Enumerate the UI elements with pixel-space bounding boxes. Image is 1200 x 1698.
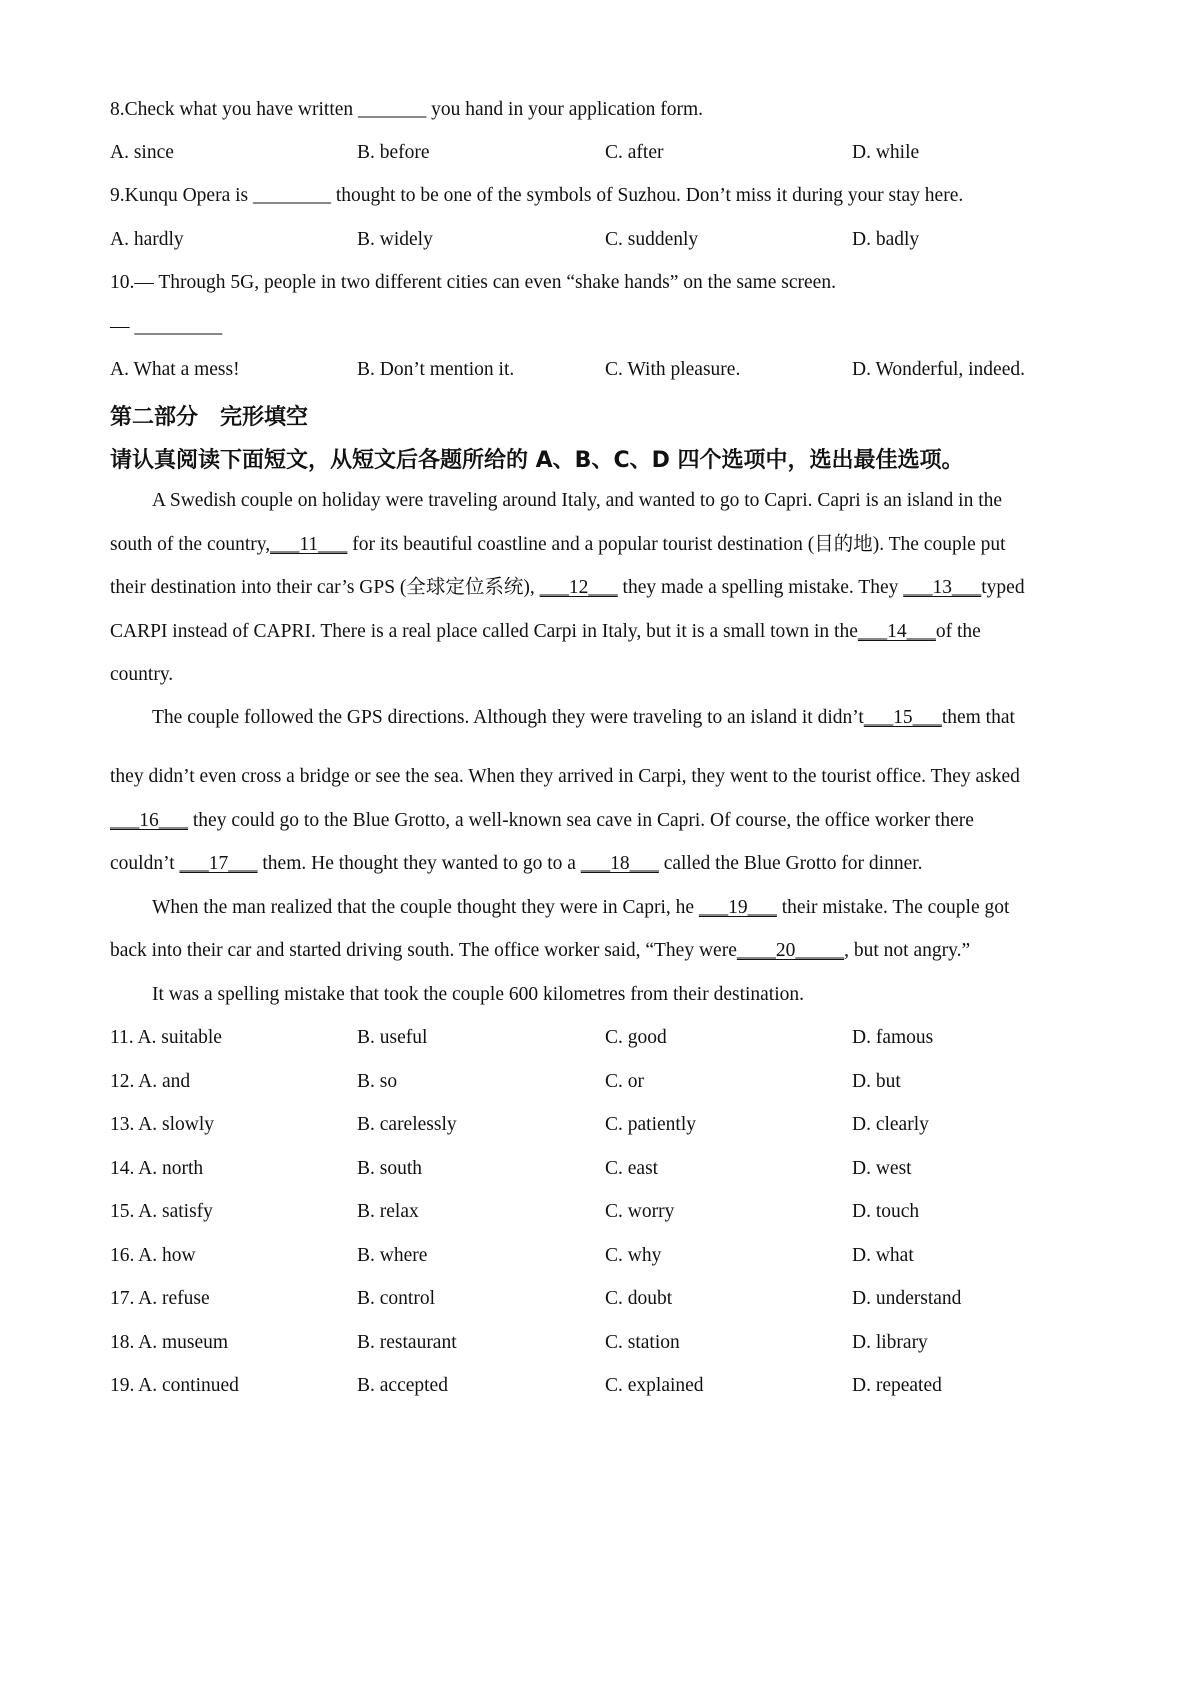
passage-text: of the <box>935 621 981 642</box>
option-c: C. explained <box>605 1375 704 1396</box>
option-a: 15. A. satisfy <box>110 1201 213 1222</box>
option-d: D. what <box>852 1245 914 1266</box>
option-c: C. With pleasure. <box>605 359 741 380</box>
blank-12: ___12___ <box>539 577 618 598</box>
choice-row-19 <box>110 1376 1110 1400</box>
option-a: 12. A. and <box>110 1071 191 1092</box>
option-d: D. but <box>852 1071 901 1092</box>
option-d: D. understand <box>852 1288 962 1309</box>
option-c: C. worry <box>605 1201 675 1222</box>
question-9 <box>110 186 963 206</box>
option-c: C. good <box>605 1027 667 1048</box>
blank-17: ___17___ <box>179 853 258 874</box>
passage-text: The couple followed the GPS directions. Although they were traveling to an island it didn’t <box>152 707 864 728</box>
option-d: D. Wonderful, indeed. <box>852 359 1025 380</box>
option-a: A. since <box>110 142 174 163</box>
choice-row-17 <box>110 1289 1110 1313</box>
passage-text: they could go to the Blue Grotto, a well-known sea cave in Capri. Of course, the office worker there <box>188 810 974 831</box>
passage-line <box>110 535 1006 555</box>
option-d: D. repeated <box>852 1375 942 1396</box>
section-title: 第二部分 完形填空 <box>110 405 309 430</box>
passage-text: south of the country, <box>110 534 271 555</box>
option-a: 18. A. museum <box>110 1332 229 1353</box>
passage-line: country. <box>110 664 174 685</box>
passage-line <box>110 941 970 961</box>
passage-line <box>110 811 974 831</box>
option-b: B. carelessly <box>357 1114 457 1135</box>
option-b: B. relax <box>357 1201 419 1222</box>
passage-text: back into their car and started driving south. The office worker said, “They were <box>110 940 737 961</box>
option-d: D. touch <box>852 1201 920 1222</box>
passage-line <box>152 898 1009 918</box>
option-b: B. control <box>357 1288 435 1309</box>
option-c: C. east <box>605 1158 659 1179</box>
option-a: 14. A. north <box>110 1158 204 1179</box>
question-text: 8.Check what you have written <box>110 99 359 120</box>
blank-16: ___16___ <box>110 810 188 831</box>
choice-row-14 <box>110 1159 1110 1183</box>
section-instruction: 请认真阅读下面短文，从短文后各题所给的 A、B、C、D 四个选项中，选出最佳选项。 <box>110 448 964 473</box>
question-8-options <box>110 143 1110 167</box>
question-9-options <box>110 230 1110 254</box>
choice-row-18 <box>110 1333 1110 1357</box>
option-b: B. where <box>357 1245 428 1266</box>
option-b: B. accepted <box>357 1375 448 1396</box>
choice-row-13 <box>110 1115 1110 1139</box>
option-a: 19. A. continued <box>110 1375 239 1396</box>
passage-text: , but not angry.” <box>844 940 971 961</box>
option-b: B. restaurant <box>357 1332 457 1353</box>
choice-row-15 <box>110 1202 1110 1226</box>
passage-text: for its beautiful coastline and a popular tourist destination (目的地). The couple put <box>347 534 1006 555</box>
passage-text: CARPI instead of CAPRI. There is a real place called Carpi in Italy, but it is a small town in the <box>110 621 858 642</box>
passage-text: them. He thought they wanted to go to a <box>257 853 581 874</box>
passage-line: It was a spelling mistake that took the couple 600 kilometres from their destination. <box>152 984 805 1005</box>
question-text: thought to be one of the symbols of Suzhou. Don’t miss it during your stay here. <box>330 185 964 206</box>
choice-row-16 <box>110 1246 1110 1270</box>
answer-blank: ________ <box>252 185 331 206</box>
option-a: A. What a mess! <box>110 359 240 380</box>
option-a: 17. A. refuse <box>110 1288 210 1309</box>
option-c: C. why <box>605 1245 662 1266</box>
passage-text: them that <box>941 707 1015 728</box>
answer-blank: _______ <box>358 99 427 120</box>
blank-19: ___19___ <box>698 897 777 918</box>
blank-15: ___15___ <box>863 707 942 728</box>
option-c: C. patiently <box>605 1114 696 1135</box>
passage-text: couldn’t <box>110 853 180 874</box>
option-c: C. suddenly <box>605 229 699 250</box>
question-text: you hand in your application form. <box>426 99 703 120</box>
blank-20: ____20_____ <box>736 940 845 961</box>
option-d: D. library <box>852 1332 928 1353</box>
option-c: C. or <box>605 1071 644 1092</box>
option-b: B. south <box>357 1158 423 1179</box>
question-text: 9.Kunqu Opera is <box>110 185 253 206</box>
passage-line <box>110 854 923 874</box>
option-d: D. west <box>852 1158 912 1179</box>
passage-line <box>152 708 1015 728</box>
passage-line <box>110 622 981 642</box>
passage-line <box>110 578 1025 598</box>
option-b: B. before <box>357 142 430 163</box>
option-b: B. useful <box>357 1027 428 1048</box>
option-b: B. Don’t mention it. <box>357 359 515 380</box>
blank-14: ___14___ <box>857 621 936 642</box>
passage-text: they made a spelling mistake. They <box>617 577 904 598</box>
option-a: 11. A. suitable <box>110 1027 222 1048</box>
option-d: D. while <box>852 142 920 163</box>
option-d: D. clearly <box>852 1114 929 1135</box>
option-b: B. so <box>357 1071 398 1092</box>
option-a: 13. A. slowly <box>110 1114 215 1135</box>
passage-text: their destination into their car’s GPS (全球定位系统), <box>110 577 540 598</box>
option-c: C. after <box>605 142 664 163</box>
option-c: C. station <box>605 1332 680 1353</box>
question-8 <box>110 100 703 120</box>
question-10: 10.— Through 5G, people in two different cities can even “shake hands” on the same screen. <box>110 272 836 293</box>
question-10-options <box>110 360 1110 384</box>
passage-text: called the Blue Grotto for dinner. <box>658 853 923 874</box>
passage-text: When the man realized that the couple thought they were in Capri, he <box>152 897 699 918</box>
passage-text: typed <box>981 577 1025 598</box>
passage-line: they didn’t even cross a bridge or see the sea. When they arrived in Carpi, they went to the tourist office. They asked <box>110 766 1020 787</box>
option-d: D. badly <box>852 229 920 250</box>
option-a: A. hardly <box>110 229 184 250</box>
option-a: 16. A. how <box>110 1245 196 1266</box>
option-d: D. famous <box>852 1027 934 1048</box>
passage-text: their mistake. The couple got <box>776 897 1010 918</box>
blank-18: ___18___ <box>580 853 659 874</box>
choice-row-12 <box>110 1072 1110 1096</box>
option-b: B. widely <box>357 229 433 250</box>
question-10-reply: — _________ <box>110 316 223 337</box>
passage-line: A Swedish couple on holiday were traveling around Italy, and wanted to go to Capri. Capri is an island in the <box>152 490 1003 511</box>
blank-11: ___11___ <box>270 534 348 555</box>
choice-row-11 <box>110 1028 1110 1052</box>
option-c: C. doubt <box>605 1288 673 1309</box>
blank-13: ___13___ <box>903 577 982 598</box>
